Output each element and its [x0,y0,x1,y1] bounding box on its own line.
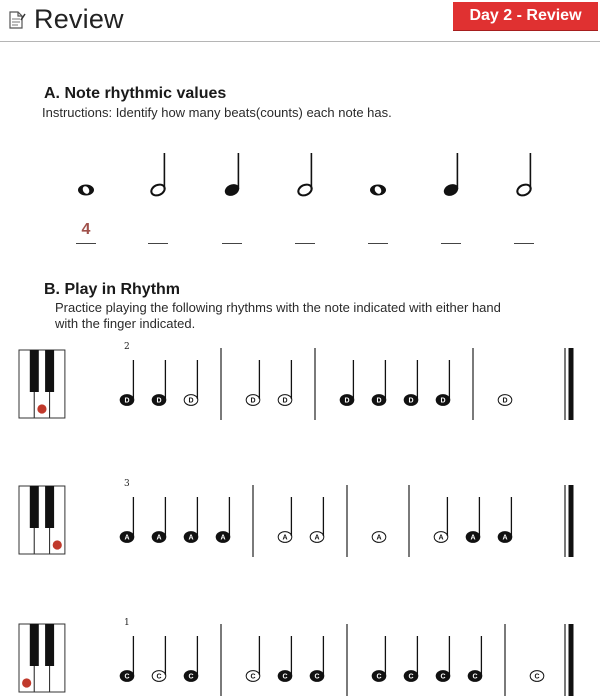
finger-dot [53,540,62,549]
keyboard-diagram [19,350,65,418]
note-a-half [310,497,324,542]
note-a-quarter [120,497,134,542]
black-key [30,486,39,528]
section-a-heading: A. Note rhythmic values [44,85,227,102]
svg-text:A: A [470,534,476,542]
note-a-quarter [216,497,230,542]
final-barline [565,485,574,557]
svg-text:C: C [188,673,194,681]
svg-text:C: C [534,673,540,681]
note-d-quarter [372,360,386,405]
rhythm-note-half [516,153,533,197]
note-d-quarter [404,360,418,405]
note-c-quarter [278,636,292,681]
rhythm-note-half [297,153,314,197]
svg-text:A: A [188,534,194,542]
note-d-quarter [152,360,166,405]
rhythm-note-quarter [443,153,460,197]
black-key [45,350,54,392]
svg-text:C: C [124,673,130,681]
rhythm-note-half [150,153,167,197]
note-d-quarter [340,360,354,405]
svg-text:A: A [124,534,130,542]
finger-dot [22,678,31,687]
note-a-half [278,497,292,542]
note-d-whole [498,395,512,406]
svg-text:C: C [156,673,162,681]
svg-text:D: D [502,397,508,405]
note-a-half [434,497,448,542]
svg-text:D: D [282,397,288,405]
svg-text:C: C [250,673,256,681]
svg-text:A: A [438,534,444,542]
section-a-instructions: Instructions: Identify how many beats(counts) each note has. [42,105,392,120]
svg-text:C: C [472,673,478,681]
note-c-half [152,636,166,681]
final-barline [565,624,574,696]
keyboard-diagram [19,486,65,554]
black-key [30,624,39,666]
note-a-whole [372,532,386,543]
svg-text:A: A [314,534,320,542]
svg-text:D: D [250,397,256,405]
note-a-quarter [152,497,166,542]
note-c-quarter [310,636,324,681]
note-c-half [246,636,260,681]
note-d-half [278,360,292,405]
note-d-half [184,360,198,405]
finger-number: 2 [124,342,130,352]
finger-number: 3 [124,479,130,489]
svg-text:A: A [376,534,382,542]
black-key [45,624,54,666]
day-badge: Day 2 - Review [453,2,598,31]
note-c-quarter [468,636,482,681]
note-c-quarter [372,636,386,681]
svg-text:A: A [502,534,508,542]
note-c-quarter [184,636,198,681]
final-barline [565,348,574,420]
svg-text:C: C [408,673,414,681]
rhythm-note-whole [78,185,94,196]
rhythm-note-quarter [224,153,241,197]
svg-text:C: C [314,673,320,681]
finger-number: 1 [124,618,130,628]
note-d-half [246,360,260,405]
svg-text:C: C [440,673,446,681]
svg-text:D: D [440,397,446,405]
section-b-instructions-line1: Practice playing the following rhythms with the note indicated with either hand [55,300,501,315]
note-c-whole [530,671,544,682]
note-a-quarter [498,497,512,542]
rhythm-note-whole [370,185,386,196]
svg-text:C: C [376,673,382,681]
svg-text:D: D [156,397,162,405]
section-b-heading: B. Play in Rhythm [44,281,181,298]
svg-text:C: C [282,673,288,681]
svg-text:D: D [408,397,414,405]
keyboard-diagram [19,624,65,692]
svg-text:A: A [282,534,288,542]
note-a-quarter [184,497,198,542]
note-d-quarter [436,360,450,405]
beat-answer[interactable]: 4 [81,221,91,238]
svg-text:D: D [188,397,194,405]
black-key [45,486,54,528]
svg-text:A: A [156,534,162,542]
black-key [30,350,39,392]
note-d-quarter [120,360,134,405]
section-b-instructions-line2: with the finger indicated. [55,316,196,331]
svg-text:D: D [376,397,382,405]
svg-text:A: A [220,534,226,542]
note-c-quarter [404,636,418,681]
note-c-quarter [120,636,134,681]
page-title: Review [34,4,124,34]
note-a-quarter [466,497,480,542]
svg-text:D: D [344,397,350,405]
svg-text:D: D [124,397,130,405]
finger-dot [37,404,46,413]
note-c-quarter [436,636,450,681]
